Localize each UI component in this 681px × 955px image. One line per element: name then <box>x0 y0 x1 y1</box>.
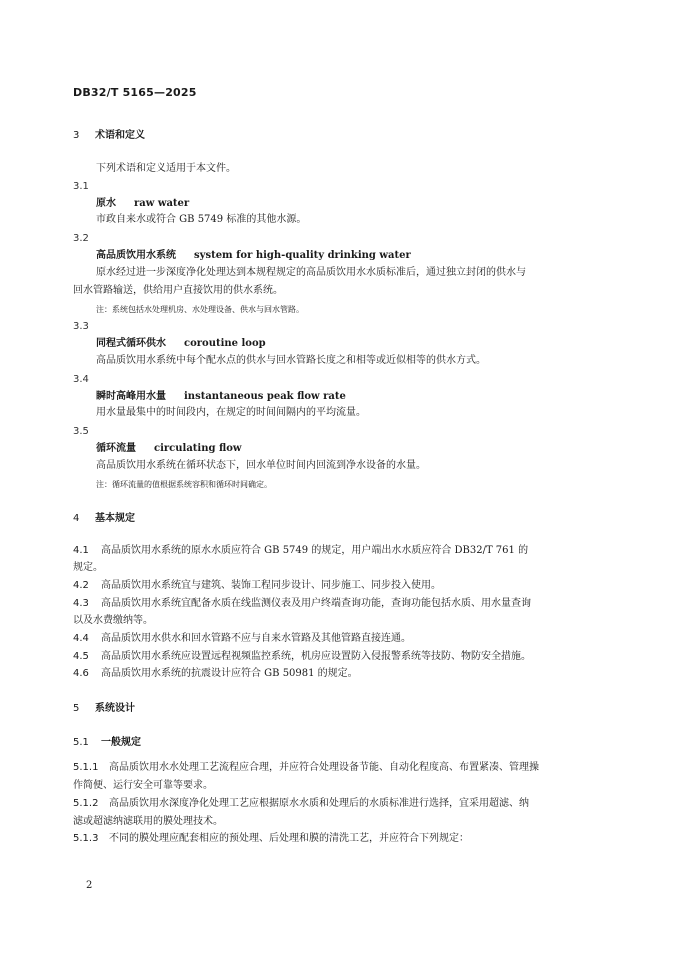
clause-line <box>73 761 539 775</box>
clause-number: 5.1.2 <box>73 798 99 809</box>
clause-line <box>73 797 529 811</box>
term-title <box>96 249 411 263</box>
clause-number: 4.1 <box>73 545 89 556</box>
clause-text: 高品质饮用水深度净化处理工艺应根据原水水质和处理后的水质标准进行选择，宜采用超滤、纳 <box>109 798 529 809</box>
clause-number: 4.2 <box>73 580 89 591</box>
clause-text: 不同的膜处理应配套相应的预处理、后处理和膜的清洗工艺，并应符合下列规定： <box>109 833 469 844</box>
clause-number: 4.5 <box>73 651 89 662</box>
clause-line <box>73 597 531 611</box>
term-definition: 回水管路输送，供给用户直接饮用的供水系统。 <box>73 285 283 296</box>
term-number: 3.5 <box>73 426 89 437</box>
subsection-title: 一般规定 <box>101 737 141 748</box>
clause-text: 高品质饮用水系统宜与建筑、装饰工程同步设计、同步施工、同步投入使用。 <box>101 580 441 591</box>
subsection-5-1-heading <box>73 736 141 750</box>
term-definition: 高品质饮用水系统在循环状态下，回水单位时间内回流到净水设备的水量。 <box>96 460 426 471</box>
clause-text: 高品质饮用水供水和回水管路不应与自来水管路及其他管路直接连通。 <box>101 633 411 644</box>
term-zh: 原水 <box>96 198 116 209</box>
clause-text: 高品质饮用水系统的原水水质应符合 GB 5749 的规定，用户端出水水质应符合 DB32/T 761 的 <box>101 545 529 556</box>
term-zh: 高品质饮用水系统 <box>96 250 176 261</box>
term-definition: 原水经过进一步深度净化处理达到本规程规定的高品质饮用水水质标准后，通过独立封闭的供水与 <box>96 267 526 278</box>
term-definition: 高品质饮用水系统中每个配水点的供水与回水管路长度之和相等或近似相等的供水方式。 <box>96 355 486 366</box>
term-number: 3.4 <box>73 374 89 385</box>
clause-line <box>73 579 441 593</box>
clause-line: 规定。 <box>73 562 103 573</box>
section-title: 系统设计 <box>95 703 135 714</box>
clause-number: 4.3 <box>73 598 89 609</box>
clause-number: 4.6 <box>73 668 89 679</box>
section-4-heading <box>73 512 135 526</box>
clause-text: 高品质饮用水水处理工艺流程应合理，并应符合处理设备节能、自动化程度高、布置紧凑、管理操 <box>109 762 539 773</box>
section-3-intro: 下列术语和定义适用于本文件。 <box>96 163 236 174</box>
term-zh: 同程式循环供水 <box>96 338 166 349</box>
term-number: 3.3 <box>73 321 89 332</box>
term-en: raw water <box>134 198 190 209</box>
clause-number: 5.1.3 <box>73 833 99 844</box>
term-number: 3.1 <box>73 181 89 192</box>
term-title <box>96 197 189 211</box>
term-zh: 循环流量 <box>96 443 136 454</box>
term-title <box>96 390 346 404</box>
clause-line: 作简便、运行安全可靠等要求。 <box>73 780 213 791</box>
section-number: 3 <box>73 130 80 141</box>
term-note: 注：循环流量的值根据系统容积和循环时间确定。 <box>96 480 272 489</box>
term-number: 3.2 <box>73 233 89 244</box>
term-en: system for high-quality drinking water <box>194 250 411 261</box>
term-title <box>96 337 266 351</box>
term-en: circulating flow <box>154 443 242 454</box>
clause-line: 滤或超滤纳滤联用的膜处理技术。 <box>73 816 223 827</box>
page-number: 2 <box>86 880 93 891</box>
clause-number: 4.4 <box>73 633 89 644</box>
term-definition: 市政自来水或符合 GB 5749 标准的其他水源。 <box>96 214 307 225</box>
section-title: 基本规定 <box>95 513 135 524</box>
term-en: coroutine loop <box>184 338 266 349</box>
term-en: instantaneous peak flow rate <box>184 391 346 402</box>
section-number: 4 <box>73 513 80 524</box>
section-3-heading <box>73 129 145 143</box>
clause-line <box>73 667 358 681</box>
standard-code: DB32/T 5165—2025 <box>73 86 197 99</box>
section-number: 5 <box>73 703 80 714</box>
clause-line <box>73 544 528 558</box>
term-definition: 用水量最集中的时间段内，在规定的时间间隔内的平均流量。 <box>96 407 366 418</box>
term-note: 注：系统包括水处理机房、水处理设备、供水与回水管路。 <box>96 305 304 314</box>
term-zh: 瞬时高峰用水量 <box>96 391 166 402</box>
subsection-number: 5.1 <box>73 737 89 748</box>
clause-line <box>73 632 411 646</box>
clause-text: 高品质饮用水系统宜配备水质在线监测仪表及用户终端查询功能，查询功能包括水质、用水量查询 <box>101 598 531 609</box>
clause-line <box>73 650 531 664</box>
clause-number: 5.1.1 <box>73 762 99 773</box>
clause-text: 高品质饮用水系统应设置远程视频监控系统，机房应设置防入侵报警系统等技防、物防安全措施。 <box>101 651 531 662</box>
clause-text: 高品质饮用水系统的抗震设计应符合 GB 50981 的规定。 <box>101 668 358 679</box>
section-title: 术语和定义 <box>95 130 145 141</box>
clause-line: 以及水费缴纳等。 <box>73 615 153 626</box>
term-title <box>96 442 242 456</box>
section-5-heading <box>73 702 135 716</box>
clause-line <box>73 832 469 846</box>
